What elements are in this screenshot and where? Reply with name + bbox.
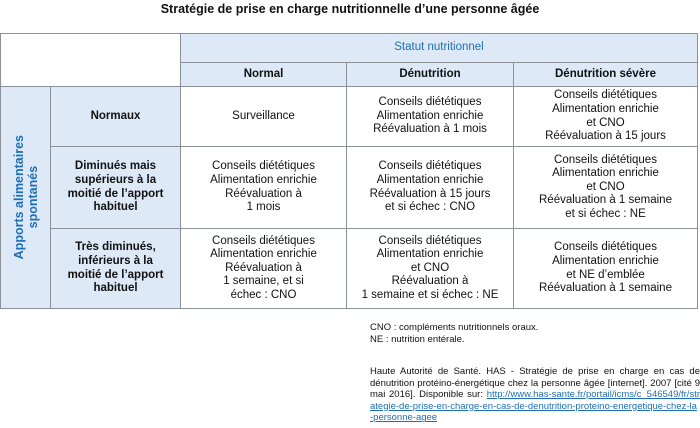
note-ne: NE : nutrition entérale.	[370, 333, 465, 345]
status-header: Statut nutritionnel	[181, 34, 698, 63]
cell-text: Conseils diététiques Alimentation enrichie Réévaluation à 1 semaine, et si échec : CNO	[210, 234, 317, 301]
citation-text: Haute Autorité de Santé. HAS - Stratégie de prise en charge en cas de dénutrition protéino-énergétique chez la personne âgée [internet]. 2007 [cité 9 mai 2016]. Disponible sur:	[370, 366, 700, 401]
table-cell	[181, 147, 347, 229]
row-header-tres-diminues	[51, 229, 181, 309]
column-header-normal: Normal	[181, 63, 347, 87]
page-title: Stratégie de prise en charge nutritionnelle d’une personne âgée	[160, 2, 540, 16]
cell-text: Conseils diététiques Alimentation enrichie et CNO Réévaluation à 1 semaine et si échec : NE	[539, 153, 672, 220]
side-header	[1, 87, 51, 309]
row-label: Normaux	[90, 109, 141, 122]
table-cell	[347, 229, 514, 309]
cell-text: Conseils diététiques Alimentation enrichie et CNO Réévaluation à 15 jours	[545, 89, 666, 143]
nutrition-strategy-table	[0, 33, 698, 309]
column-header-denutrition-severe: Dénutrition sévère	[514, 63, 698, 87]
cell-text: Conseils diététiques Alimentation enrichie Réévaluation à 1 mois	[373, 96, 487, 136]
side-header-label: Apports alimentaires spontanés	[11, 135, 40, 260]
cell-text: Conseils diététiques Alimentation enrichie et CNO Réévaluation à 1 semaine et si échec : NE	[361, 234, 499, 301]
note-cno: CNO : compléments nutritionnels oraux.	[370, 322, 539, 333]
abbreviation-notes	[370, 322, 538, 345]
cell-text: Conseils diététiques Alimentation enrichie et NE d’emblée Réévaluation à 1 semaine	[539, 241, 672, 295]
row-label: Très diminués, inférieurs à la moitié de l’apport habituel	[67, 241, 164, 295]
row-header-diminues	[51, 147, 181, 229]
cell-text: Surveillance	[232, 109, 295, 122]
row-header-normaux	[51, 87, 181, 147]
table-cell	[514, 229, 698, 309]
table-cell	[181, 229, 347, 309]
table-cell	[514, 87, 698, 147]
citation	[370, 366, 700, 424]
table-corner	[1, 34, 181, 87]
table-cell	[347, 87, 514, 147]
table-cell	[347, 147, 514, 229]
row-label: Diminués mais supérieurs à la moitié de l’apport habituel	[67, 160, 164, 214]
cell-text: Conseils diététiques Alimentation enrichie Réévaluation à 15 jours et si échec : CNO	[369, 160, 491, 214]
table-cell	[181, 87, 347, 147]
citation-link[interactable]: http://www.has-sante.fr/portail/icms/c_546549/fr/strategie-de-prise-en-charge-en-cas-de-denutrition-proteino-energetique-chez-la-personne-agee	[370, 389, 700, 424]
cell-text: Conseils diététiques Alimentation enrichie Réévaluation à 1 mois	[210, 160, 317, 214]
column-header-denutrition: Dénutrition	[347, 63, 514, 87]
table-cell	[514, 147, 698, 229]
